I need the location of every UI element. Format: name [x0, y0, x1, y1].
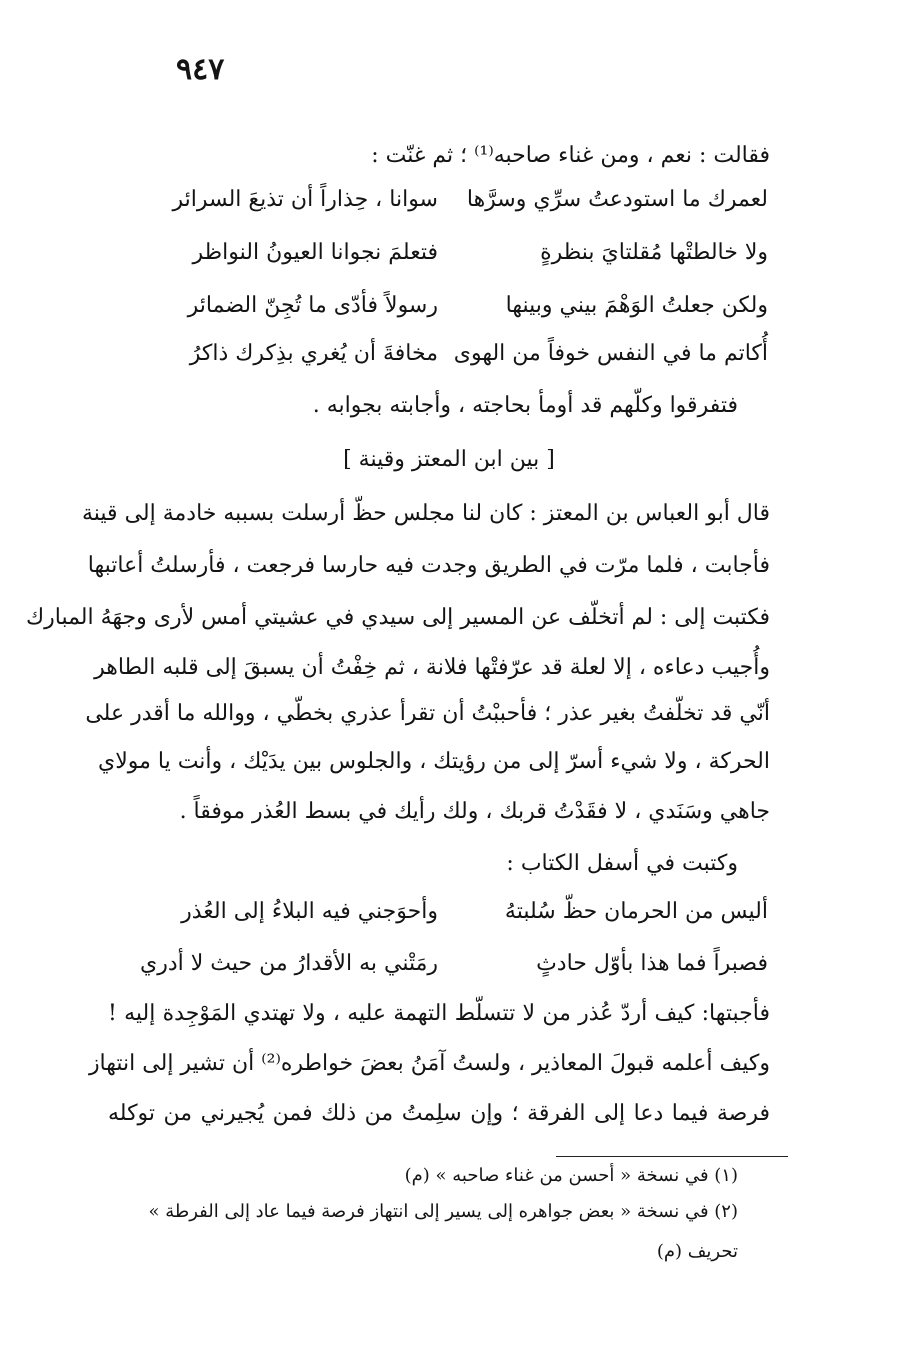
page-number: ٩٤٧ — [176, 52, 225, 87]
verse-first-hemistich: فصبراً فما هذا بأوّل حادثٍ — [536, 951, 768, 976]
footnote: تحريف (م) — [656, 1241, 738, 1262]
footnote: (٢) في نسخة « بعض جواهره إلى يسير إلى انتهاز فرصة فيما عاد إلى الفرطة » — [148, 1201, 738, 1222]
paragraph-line: وكيف أعلمه قبولَ المعاذير ، ولستُ آمَنُ بعضَ خواطره⁽²⁾ أن تشير إلى انتهاز — [88, 1051, 770, 1076]
verse-line — [108, 892, 768, 932]
verse-second-hemistich: فتعلمَ نجوانا العيونُ النواظر — [192, 240, 438, 265]
verse-line — [108, 944, 768, 984]
verse-first-hemistich: أُكاتم ما في النفس خوفاً من الهوى — [453, 341, 768, 366]
verse-second-hemistich: رسولاً فأدّى ما تُجِنّ الضمائر — [187, 293, 438, 318]
verse-line — [108, 334, 768, 374]
footnote-separator — [556, 1156, 788, 1157]
verse-first-hemistich: ولا خالطتْها مُقلتايَ بنظرةٍ — [540, 240, 768, 265]
verse-second-hemistich: سوانا ، حِذاراً أن تذيعَ السرائر — [172, 187, 438, 212]
section-heading: [ بين ابن المعتز وقينة ] — [343, 447, 555, 472]
paragraph-line: فكتبت إلى : لم أتخلّف عن المسير إلى سيدي في عشيتي أمس لأرى وجهَهُ المبارك — [25, 605, 770, 630]
verse-line — [108, 286, 768, 326]
paragraph-line: فأجبتها: كيف أردّ عُذر من لا تتسلّط التهمة عليه ، ولا تهتدي المَوْجِدة إليه ! — [108, 1001, 770, 1026]
narrative-line: وكتبت في أسفل الكتاب : — [506, 851, 738, 876]
narrative-line: فتفرقوا وكلّهم قد أومأ بحاجته ، وأجابته بجوابه . — [312, 393, 738, 418]
paragraph-line: فرصة فيما دعا إلى الفرقة ؛ وإن سلِمتُ من ذلك فمن يُجيرني من توكله — [108, 1101, 770, 1126]
paragraph-line: جاهي وسَنَدي ، لا فقَدْتُ قربك ، ولك رأيك في بسط العُذر موفقاً . — [179, 799, 770, 824]
paragraph-line: أنّي قد تخلّفتُ بغير عذر ؛ فأحببْتُ أن تقرأ عذري بخطّي ، ووالله ما أقدر على — [85, 701, 770, 726]
verse-first-hemistich: ولكن جعلتُ الوَهْمَ بيني وبينها — [505, 293, 768, 318]
paragraph-line: الحركة ، ولا شيء أسرّ إلى من رؤيتك ، والجلوس بين يدَيْك ، وأنت يا مولاي — [97, 749, 770, 774]
verse-second-hemistich: مخافةَ أن يُغري بذِكرك ذاكرُ — [189, 341, 438, 366]
paragraph-line: قال أبو العباس بن المعتز : كان لنا مجلس حظّ أرسلت بسببه خادمة إلى قينة — [81, 501, 770, 526]
verse-line — [108, 233, 768, 273]
paragraph-line: فأجابت ، فلما مرّت في الطريق وجدت فيه حارسا فرجعت ، فأرسلتُ أعاتبها — [87, 553, 770, 578]
verse-second-hemistich: رمَتْني به الأقدارُ من حيث لا أدري — [139, 951, 438, 976]
footnote: (١) في نسخة « أحسن من غناء صاحبه » (م) — [404, 1165, 738, 1186]
verse-first-hemistich: لعمرك ما استودعتُ سرِّي وسرَّها — [466, 187, 768, 212]
verse-first-hemistich: أليس من الحرمان حظّ سُلبتهُ — [504, 899, 768, 924]
paragraph-line: وأُجيب دعاءه ، إلا لعلة قد عرّفتْها فلانة ، ثم خِفْتُ أن يسبقَ إلى قلبه الطاهر — [94, 655, 770, 680]
verse-line — [108, 180, 768, 220]
intro-line: فقالت : نعم ، ومن غناء صاحبه⁽¹⁾ ؛ ثم غنّت : — [371, 143, 770, 168]
verse-second-hemistich: وأحوَجني فيه البلاءُ إلى العُذر — [181, 899, 438, 924]
